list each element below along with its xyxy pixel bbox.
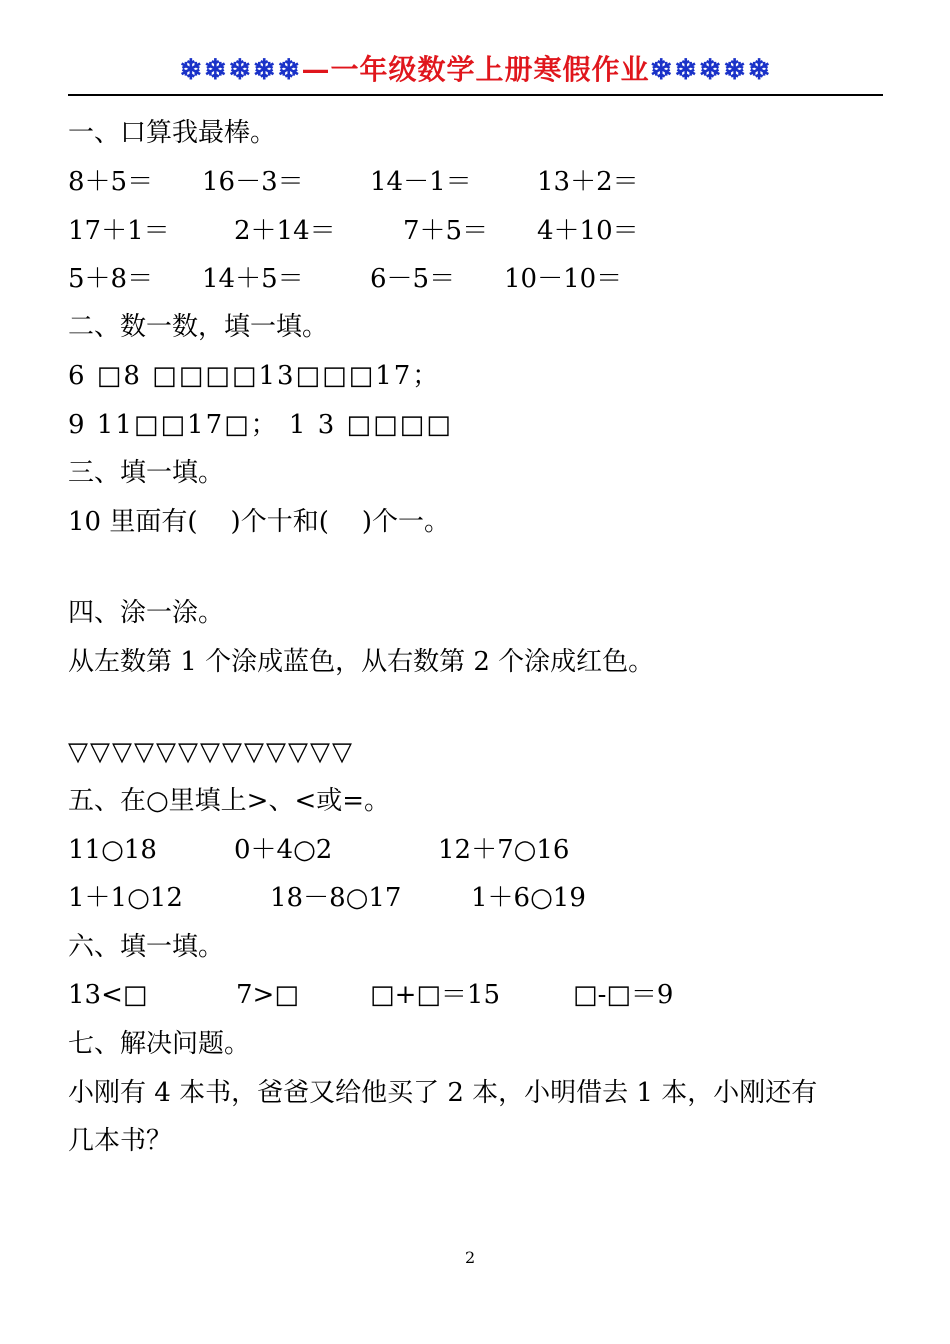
calc-item: 14＋5＝ [202, 264, 304, 294]
calc-item: 2＋14＝ [234, 216, 336, 246]
fill-row [68, 978, 868, 1012]
section-7-heading: 七、解决问题。 [68, 1029, 251, 1059]
page-number: 2 [465, 1248, 476, 1267]
calc-item: 7＋5＝ [403, 216, 489, 246]
word-problem-line-2: 几本书？ [68, 1126, 173, 1156]
color-instruction: 从左数第 1 个涂成蓝色，从右数第 2 个涂成红色。 [68, 647, 655, 677]
snowflake-icon: ❄❄❄❄❄ [179, 53, 302, 86]
calc-item: 14－1＝ [370, 167, 472, 197]
calc-item: 10－10＝ [504, 264, 623, 294]
calc-item: 6－5＝ [370, 264, 456, 294]
compare-item: 18－8○17 [270, 883, 402, 913]
calc-item: 5＋8＝ [68, 264, 154, 294]
fill-item: 7>□ [236, 980, 299, 1010]
snowflake-icon: ❄❄❄❄❄ [649, 53, 772, 86]
compare-item: 12＋7○16 [438, 835, 570, 865]
word-problem-line-1: 小刚有 4 本书，爸爸又给他买了 2 本，小明借去 1 本，小刚还有 [68, 1078, 818, 1108]
calc-item: 16－3＝ [202, 167, 304, 197]
section-4-heading: 四、涂一涂。 [68, 598, 225, 628]
calc-row-1 [68, 165, 868, 199]
fill-item: □-□＝9 [573, 980, 674, 1010]
compare-item: 11○18 [68, 835, 157, 865]
calc-row-2 [68, 214, 868, 248]
page-title: ❄❄❄❄❄—一年级数学上册寒假作业❄❄❄❄❄ [179, 53, 772, 86]
section-6-heading: 六、填一填。 [68, 932, 225, 962]
tens-ones-question: 10 里面有( )个十和( )个一。 [68, 507, 451, 537]
calc-item: 8＋5＝ [68, 167, 154, 197]
section-3-heading: 三、填一填。 [68, 458, 225, 488]
fill-item: 13<□ [68, 980, 148, 1010]
section-2-heading: 二、数一数，填一填。 [68, 312, 329, 342]
compare-item: 1＋1○12 [68, 883, 183, 913]
sequence-line-1: 6 □8 □□□□13□□□17； [68, 361, 441, 391]
triangle-row: ▽▽▽▽▽▽▽▽▽▽▽▽▽ [68, 737, 354, 767]
compare-row-2 [68, 881, 868, 915]
calc-row-3 [68, 262, 868, 296]
title-text: 一年级数学上册寒假作业 [330, 53, 650, 86]
fill-item: □+□＝15 [370, 980, 501, 1010]
compare-row-1 [68, 833, 868, 867]
calc-item: 17＋1＝ [68, 216, 170, 246]
section-1-heading: 一、口算我最棒。 [68, 118, 277, 148]
compare-item: 1＋6○19 [471, 883, 586, 913]
page-header [68, 50, 883, 96]
sequence-line-2: 9 11□□17□； 1 3 □□□□ [68, 410, 453, 440]
calc-item: 13＋2＝ [537, 167, 639, 197]
section-5-heading: 五、在○里填上>、<或=。 [68, 786, 391, 816]
compare-item: 0＋4○2 [234, 835, 333, 865]
calc-item: 4＋10＝ [537, 216, 639, 246]
